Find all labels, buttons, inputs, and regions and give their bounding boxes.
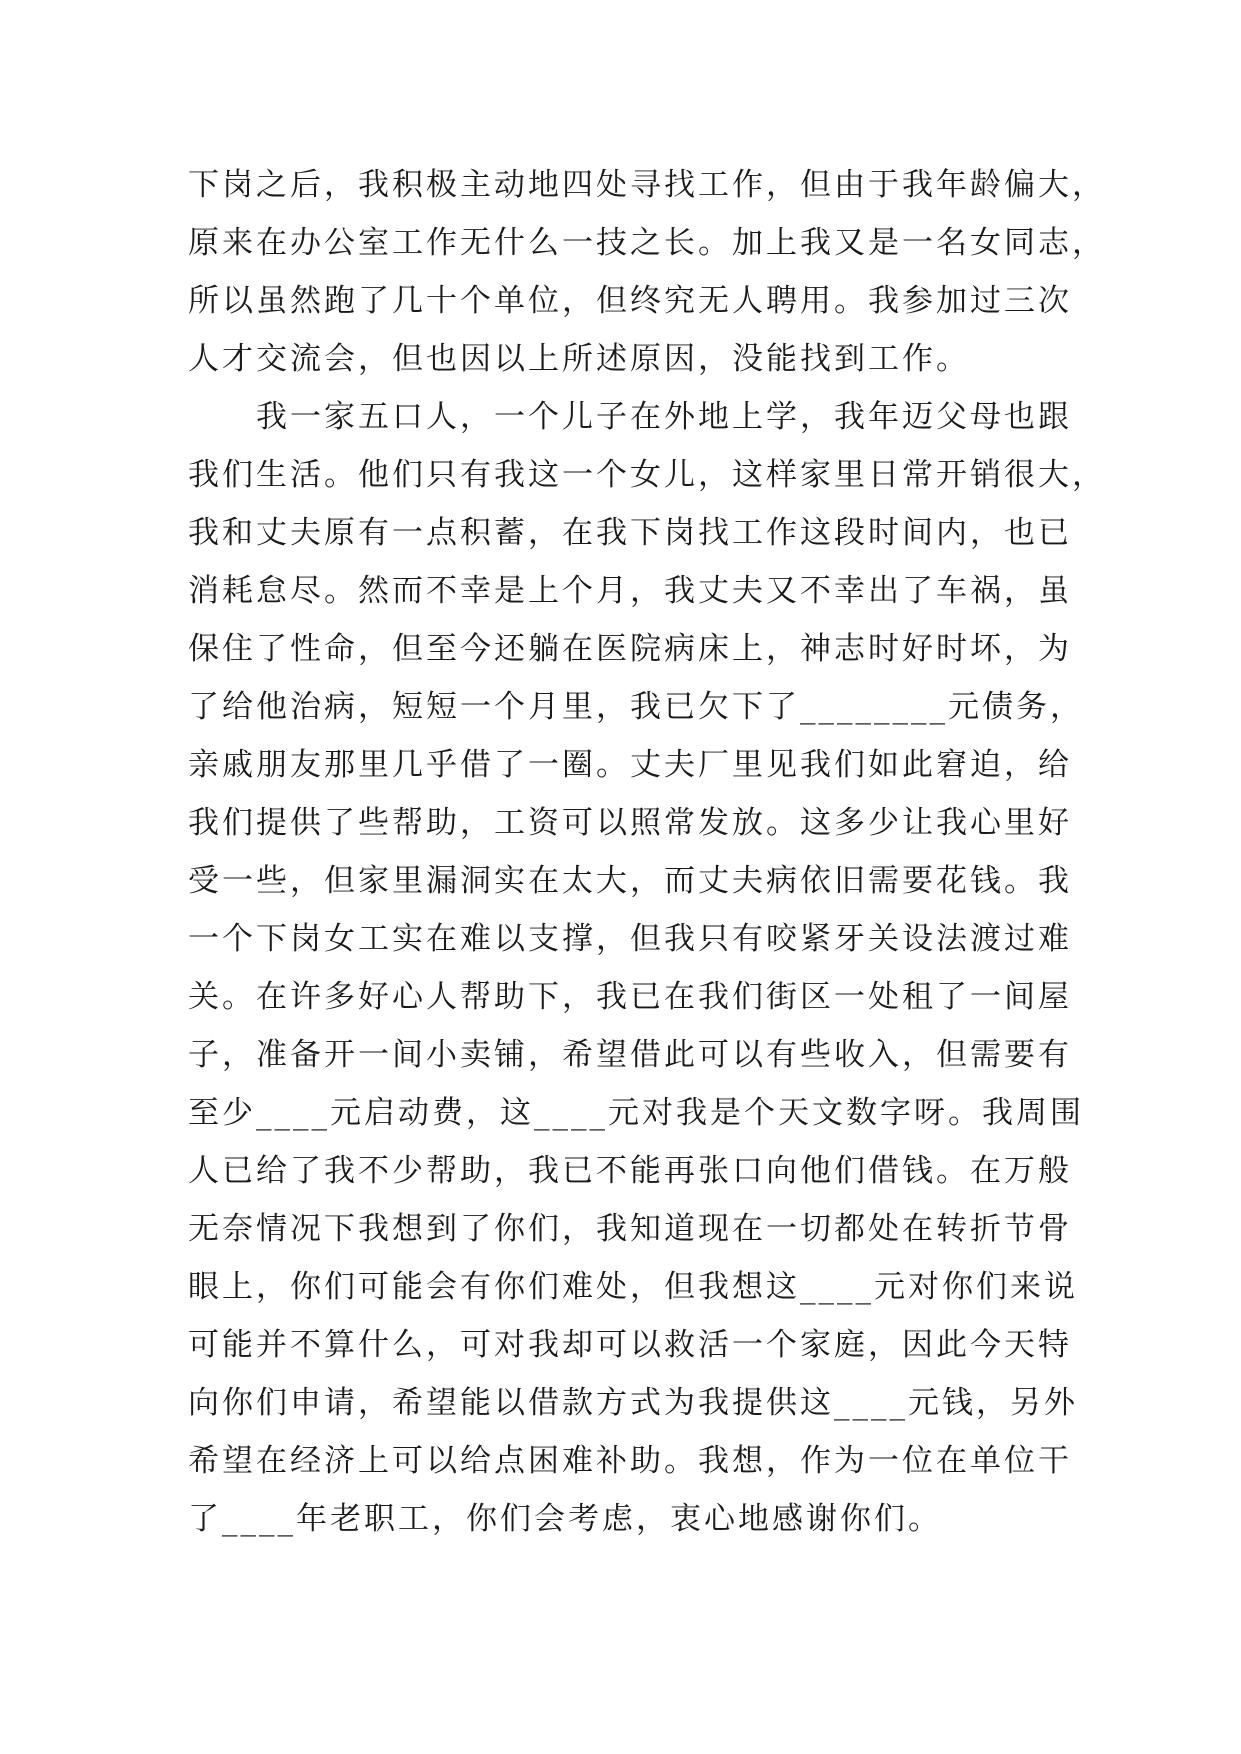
text-line: 至少____元启动费，这____元对我是个天文数字呀。我周围 xyxy=(188,1095,1084,1131)
text-line: 希望在经济上可以给点困难补助。我想，作为一位在单位干 xyxy=(188,1443,1072,1479)
text-line: 了____年老职工，你们会考虑，衷心地感谢你们。 xyxy=(188,1501,942,1537)
text-line: 子，准备开一间小卖铺，希望借此可以有些收入，但需要有 xyxy=(188,1037,1072,1073)
paragraph-first-line: 我一家五口人，一个儿子在外地上学，我年迈父母也跟 xyxy=(256,399,1072,435)
text-line: 受一些，但家里漏洞实在太大，而丈夫病依旧需要花钱。我 xyxy=(188,863,1072,899)
text-line: 人才交流会，但也因以上所述原因，没能找到工作。 xyxy=(188,341,970,377)
text-line: 我们生活。他们只有我这一个女儿，这样家里日常开销很大， xyxy=(188,457,1106,493)
document-body xyxy=(188,156,1106,1548)
text-line: 可能并不算什么，可对我却可以救活一个家庭，因此今天特 xyxy=(188,1327,1072,1363)
text-line: 一个下岗女工实在难以支撑，但我只有咬紧牙关设法渡过难 xyxy=(188,921,1072,957)
text-line: 关。在许多好心人帮助下，我已在我们街区一处租了一间屋 xyxy=(188,979,1072,1015)
text-line: 亲戚朋友那里几乎借了一圈。丈夫厂里见我们如此窘迫，给 xyxy=(188,747,1072,783)
text-line: 向你们申请，希望能以借款方式为我提供这____元钱，另外 xyxy=(188,1385,1078,1421)
text-line: 眼上，你们可能会有你们难处，但我想这____元对你们来说 xyxy=(188,1269,1078,1305)
text-line: 我和丈夫原有一点积蓄，在我下岗找工作这段时间内，也已 xyxy=(188,515,1072,551)
text-line: 消耗怠尽。然而不幸是上个月，我丈夫又不幸出了车祸，虽 xyxy=(188,573,1072,609)
text-line: 我们提供了些帮助，工资可以照常发放。这多少让我心里好 xyxy=(188,805,1072,841)
text-line: 原来在办公室工作无什么一技之长。加上我又是一名女同志， xyxy=(188,225,1106,261)
text-line: 下岗之后，我积极主动地四处寻找工作，但由于我年龄偏大， xyxy=(188,167,1106,203)
text-line: 所以虽然跑了几十个单位，但终究无人聘用。我参加过三次 xyxy=(188,283,1072,319)
text-line: 了给他治病，短短一个月里，我已欠下了________元债务， xyxy=(188,689,1084,725)
text-line: 无奈情况下我想到了你们，我知道现在一切都处在转折节骨 xyxy=(188,1211,1072,1247)
text-line: 人已给了我不少帮助，我已不能再张口向他们借钱。在万般 xyxy=(188,1153,1072,1189)
text-line: 保住了性命，但至今还躺在医院病床上，神志时好时坏，为 xyxy=(188,631,1072,667)
